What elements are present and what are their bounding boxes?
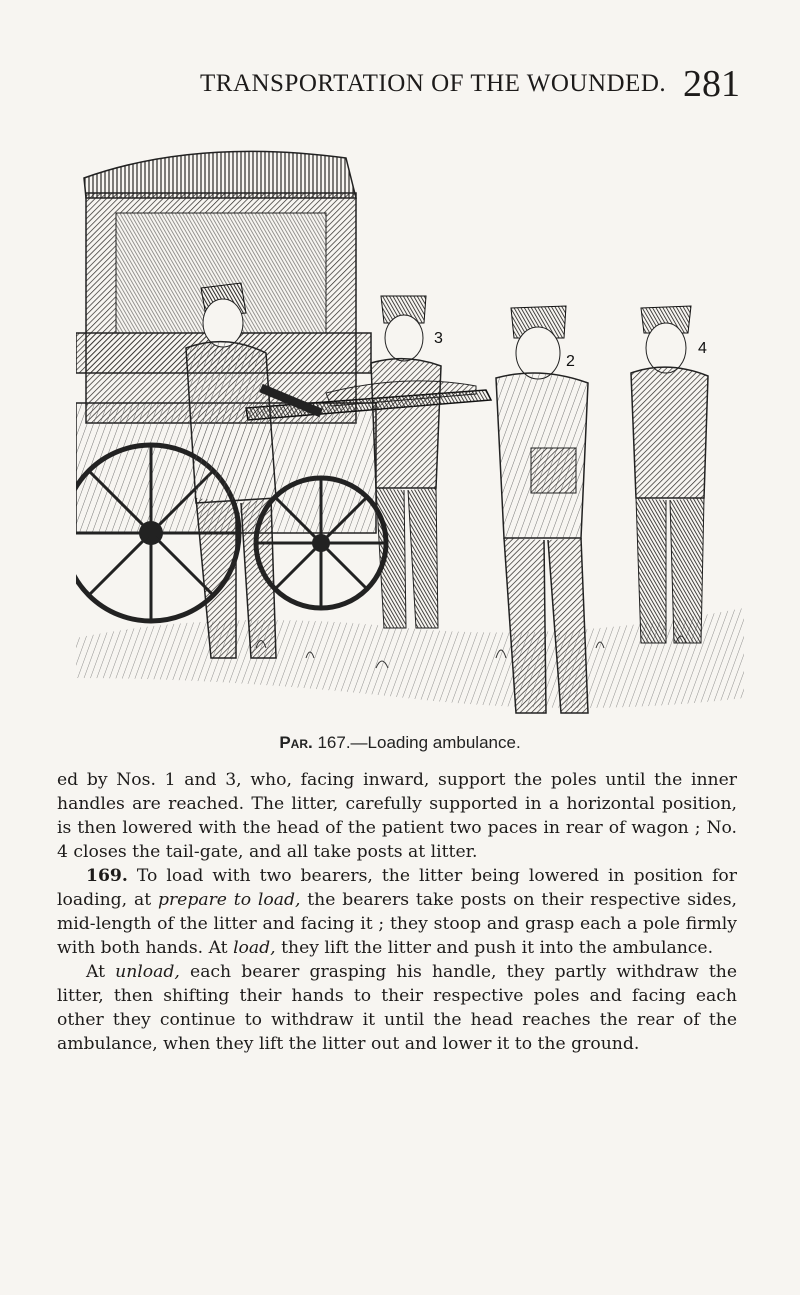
body-text [57,768,737,1056]
bearer-4 [631,306,708,643]
paragraph-169 [57,864,737,960]
caption-text: 167.—Loading ambulance. [312,733,521,752]
p1-text: ed by Nos. 1 and 3, who, facing inward, support the poles until the inner handles are reached. The litter, carefully supported in a horizontal position, is then lowered with the head of the patient two paces in rear of wagon ; No. 4 closes the tail-gate, and all take posts at litter. [57,770,737,862]
command-prepare-to-load: prepare to load, [157,890,301,910]
p2-text-a: To load with two bearers, the litter being lowered in position for loading, at [57,866,737,910]
running-head: TRANSPORTATION OF THE WOUNDED. [200,70,667,97]
paragraph-continuation [57,768,737,864]
caption-par: Par. [279,733,313,752]
ambulance-loading-illustration [76,138,744,730]
page-number: 281 [683,63,740,105]
bearer-3 [371,296,441,628]
command-load: load, [233,938,276,958]
bearer-label-3: 3 [434,330,443,347]
p2-text-c: they lift the litter and push it into the ambulance. [275,938,714,958]
paragraph-number: 169. [86,866,128,886]
paragraph-unload [57,960,737,1056]
page-header [200,62,740,106]
p2-text-b: the bearers take posts on their respective sides, mid-length of the litter and facing it ; they stoop and grasp each a pole firmly with both hands. At [57,890,737,958]
p3-text-a: At [86,962,116,982]
figure-caption [0,733,800,753]
p3-text-b: each bearer grasping his handle, they partly withdraw the litter, then shifting their hands to their respective poles and facing each other they continue to withdraw it until the head reaches the rear of the ambulance, when they lift the litter out and lower it to the ground. [57,962,737,1054]
command-unload: unload, [115,962,180,982]
bearer-label-2: 2 [566,353,575,370]
bearer-label-4: 4 [698,340,707,357]
